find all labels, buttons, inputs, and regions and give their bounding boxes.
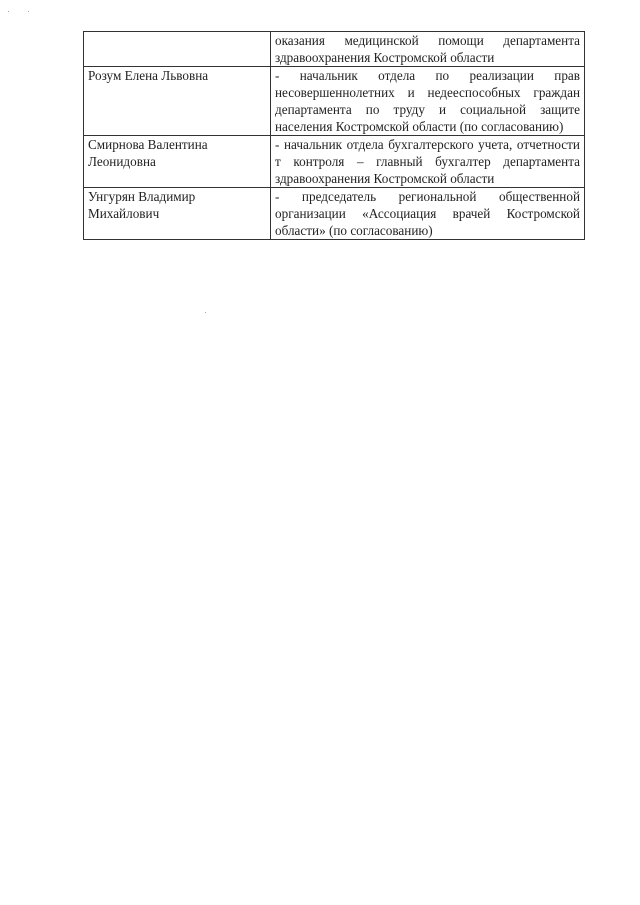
table-row: [84, 188, 585, 240]
scan-speck: [205, 312, 206, 313]
member-name: Розум Елена Львовна: [84, 67, 271, 136]
member-role: - начальник отдела по реализации прав несовершеннолетних и недееспособных граждан департамента по труду и социальной защите населения Костромской области (по согласованию): [271, 67, 585, 136]
member-role: оказания медицинской помощи департамента здравоохранения Костромской области: [271, 32, 585, 67]
member-role: - начальник отдела бухгалтерского учета, отчетности т контроля – главный бухгалтер департамента здравоохранения Костромской области: [271, 136, 585, 188]
member-name: [84, 32, 271, 67]
table-row: [84, 136, 585, 188]
table-row: [84, 32, 585, 67]
member-role: - председатель региональной общественной организации «Ассоциация врачей Костромской области» (по согласованию): [271, 188, 585, 240]
scan-speck: [28, 11, 29, 12]
member-name: Смирнова Валентина Леонидовна: [84, 136, 271, 188]
scan-speck: [8, 11, 9, 12]
member-name: Унгурян Владимир Михайлович: [84, 188, 271, 240]
table-row: [84, 67, 585, 136]
members-table: [83, 31, 585, 240]
